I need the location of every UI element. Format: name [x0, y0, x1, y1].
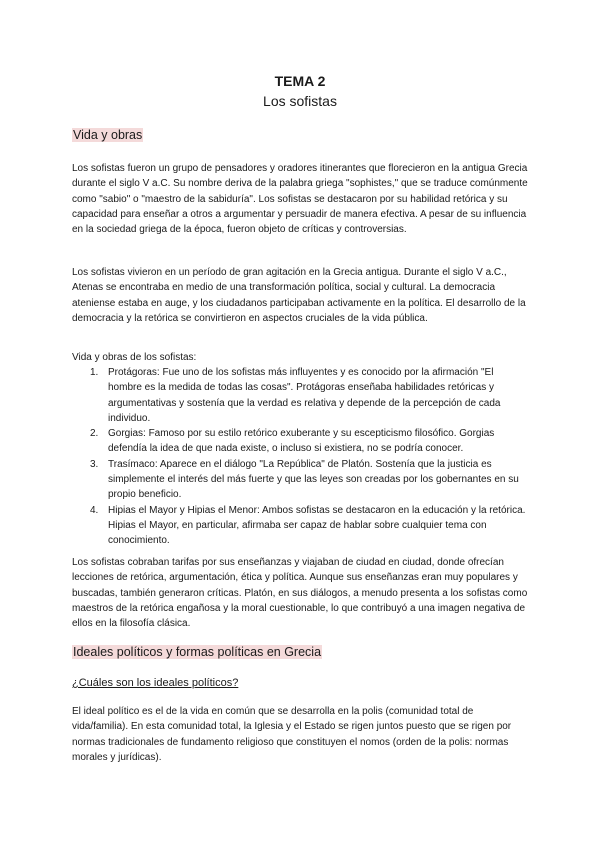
list-intro: Vida y obras de los sofistas: [72, 352, 197, 363]
section-heading-label: Vida y obras [73, 128, 143, 142]
sophists-list [72, 365, 528, 549]
document-subtitle: Los sofistas [263, 93, 337, 109]
list-item-text: Trasímaco: Aparece en el diálogo "La República" de Platón. Sostenía que la justicia es simplemente el interés del más fuerte y que las leyes son creadas por los gobernantes en su propio beneficio. [108, 458, 519, 501]
list-item-text: Protágoras: Fue uno de los sofistas más influyentes y es conocido por la afirmación "El hombre es la medida de todas las cosas". Protágoras enseñaba habilidades retóricas y argumentativas y sostenía que la verdad es relativa y depende de la percepción de cada individuo. [108, 367, 501, 424]
list-item [72, 503, 528, 549]
paragraph-context: Los sofistas vivieron en un período de gran agitación en la Grecia antigua. Durante el siglo V a.C., Atenas se encontraba en medio de una transformación política, social y cultural. La democracia ateniense estaba en auge, y los ciudadanos participaban activamente en la política. El desarrollo de la democracia y la retórica se convirtieron en aspectos cruciales de la vida pública. [72, 267, 526, 324]
list-item-number: 1. [90, 367, 99, 378]
list-item [72, 365, 528, 426]
list-item-number: 2. [90, 428, 99, 440]
section-heading-ideales [72, 644, 322, 660]
list-item-number: 3. [90, 458, 99, 470]
list-item-text: Gorgias: Famoso por su estilo retórico exuberante y su escepticismo filosófico. Gorgias defendía la idea de que nada existe, o incluso si existiera, no se podría conocer. [108, 428, 495, 455]
paragraph-polis: El ideal político es el de la vida en común que se desarrolla en la polis (comunidad total de vida/familia). En esta comunidad total, la Iglesia y el Estado se rigen juntos puesto que se rigen por normas tradicionales de fundamento religioso que constituyen el nomos (orden de la polis: normas morales y jurídicas). [72, 706, 512, 763]
list-item-number: 4. [90, 504, 99, 516]
section-heading-label: Ideales políticos y formas políticas en Grecia [73, 645, 322, 659]
document-title: TEMA 2 [274, 73, 326, 89]
section-heading-vida-obras [72, 127, 143, 143]
subheading-ideales: ¿Cuáles son los ideales políticos? [72, 677, 239, 689]
list-item [72, 426, 528, 457]
paragraph-intro: Los sofistas fueron un grupo de pensadores y oradores itinerantes que florecieron en la antigua Grecia durante el siglo V a.C. Su nombre deriva de la palabra griega "sophistes," que se traduce comúnmente como "sabio" o "maestro de la sabiduría". Los sofistas se destacaron por su habilidad retórica y su capacidad para enseñar a otros a argumentar y persuadir de manera efectiva. A pesar de su influencia en la sociedad griega de la época, fueron objeto de críticas y controversias. [72, 163, 528, 236]
list-item [72, 457, 528, 503]
paragraph-teachings: Los sofistas cobraban tarifas por sus enseñanzas y viajaban de ciudad en ciudad, donde ofrecían lecciones de retórica, argumentación, ética y política. Aunque sus enseñanzas eran muy populares y buscadas, también generaron críticas. Platón, en sus diálogos, a menudo presenta a los sofistas como maestros de la retórica engañosa y la moral cuestionable, lo que contribuyó a una imagen negativa de ellos en la filosofía clásica. [72, 557, 528, 630]
list-item-text: Hipias el Mayor y Hipias el Menor: Ambos sofistas se destacaron en la educación y la retórica. Hipias el Mayor, en particular, afirmaba ser capaz de hablar sobre cualquier tema con conocimiento. [108, 504, 526, 547]
